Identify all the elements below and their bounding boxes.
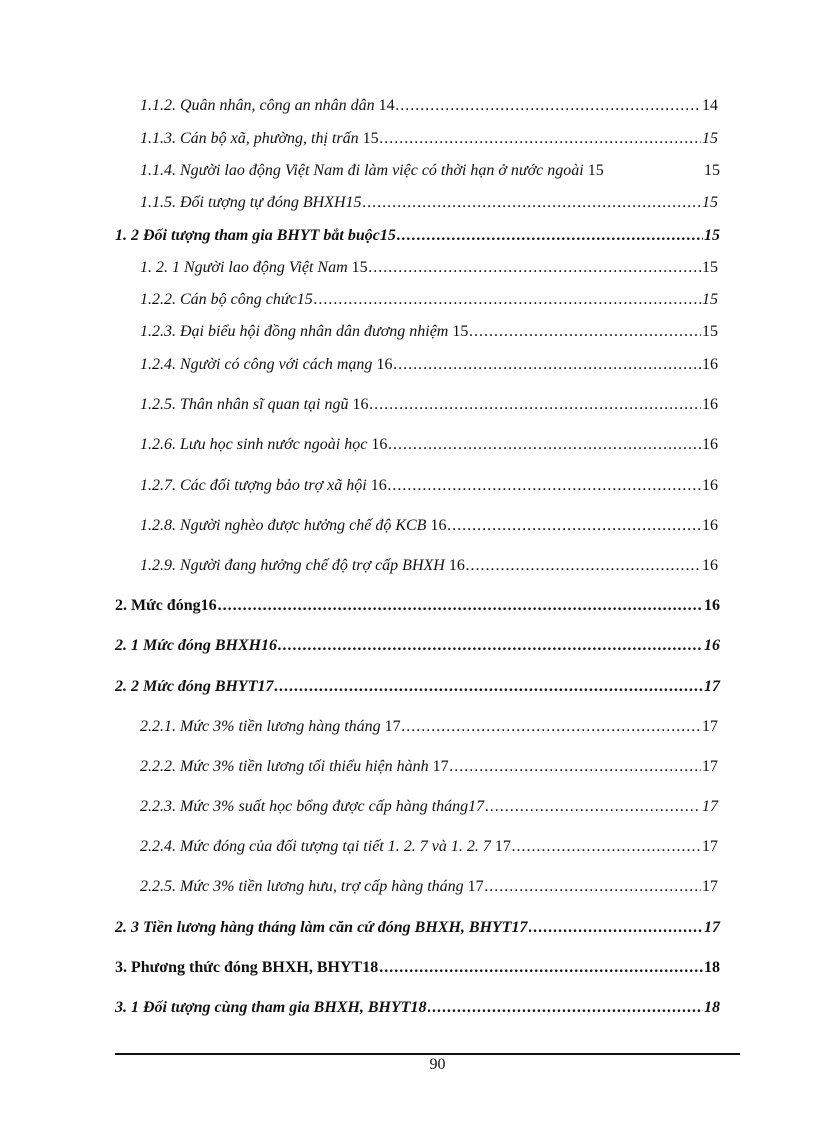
page-ref: 16 bbox=[702, 356, 718, 373]
toc-entry[interactable]: 3. 1 Đối tượng cùng tham gia BHXH, BHYT18 ..... 18 bbox=[115, 997, 720, 1019]
leader-dots bbox=[314, 289, 701, 311]
toc-entry[interactable]: 1.2.7. Các đối tượng bảo trợ xã hội 16 ..... 16 bbox=[140, 475, 718, 497]
toc-entry[interactable]: 1.2.4. Người có công với cách mạng 16 ..... 16 bbox=[140, 354, 718, 376]
toc-entry[interactable]: 1.1.5. Đối tượng tự đóng BHXH15 ..... 15 bbox=[140, 192, 718, 214]
page-ref: 15 bbox=[702, 259, 718, 276]
toc-entry[interactable]: 1. 2. 1 Người lao động Việt Nam 15 ..... 15 bbox=[140, 257, 718, 279]
toc-entry[interactable]: 1.2.5. Thân nhân sĩ quan tại ngũ 16 ..... 16 bbox=[140, 394, 718, 416]
page-ref: 17 bbox=[702, 758, 718, 775]
page-ref: 14 bbox=[702, 97, 718, 114]
leader-dots bbox=[380, 128, 701, 150]
toc-entry[interactable]: 3. Phương thức đóng BHXH, BHYT18 ..... 18 bbox=[115, 957, 720, 979]
page-ref: 16 bbox=[702, 557, 718, 574]
page-ref: 17 bbox=[702, 718, 718, 735]
leader-dots bbox=[447, 515, 701, 537]
leader-dots bbox=[388, 475, 701, 497]
toc-entry[interactable]: 2.2.5. Mức 3% tiền lương hưu, trợ cấp hàng tháng 17 ..... 17 bbox=[140, 876, 718, 898]
leader-dots bbox=[396, 95, 701, 117]
toc-entry[interactable]: 1.1.4. Người lao động Việt Nam đi làm việc có thời hạn ở nước ngoài 15 15 bbox=[140, 160, 720, 182]
leader-dots bbox=[393, 354, 701, 376]
page-ref: 15 bbox=[704, 227, 720, 244]
leader-dots bbox=[397, 225, 703, 247]
toc-entry[interactable]: 2. Mức đóng16 ..... 16 bbox=[115, 595, 720, 617]
leader-dots bbox=[218, 595, 703, 617]
page-ref: 15 bbox=[702, 291, 718, 308]
leader-dots bbox=[379, 957, 703, 979]
toc-entry[interactable]: 1. 2 Đối tượng tham gia BHYT bắt buộc15 ..... 15 bbox=[115, 225, 720, 247]
page-ref: 18 bbox=[704, 959, 720, 976]
page-ref: 15 bbox=[702, 130, 718, 147]
leader-dots bbox=[469, 321, 701, 343]
page-ref: 17 bbox=[704, 678, 720, 695]
leader-dots bbox=[485, 876, 701, 898]
page-ref: 15 bbox=[702, 194, 718, 211]
leader-dots bbox=[369, 394, 701, 416]
footer-rule bbox=[115, 1053, 740, 1055]
page-ref: 17 bbox=[702, 838, 718, 855]
page-ref: 15 bbox=[704, 162, 720, 179]
toc-entry[interactable]: 1.1.3. Cán bộ xã, phường, thị trấn 15 ..... 15 bbox=[140, 128, 718, 150]
leader-dots bbox=[402, 716, 701, 738]
leader-dots bbox=[529, 917, 703, 939]
page-ref: 16 bbox=[702, 396, 718, 413]
toc-entry[interactable]: 1.2.2. Cán bộ công chức15 ..... 15 bbox=[140, 289, 718, 311]
page-ref: 17 bbox=[702, 798, 718, 815]
toc-entry[interactable]: 2. 1 Mức đóng BHXH16 ..... 16 bbox=[115, 635, 720, 657]
page-ref: 17 bbox=[704, 919, 720, 936]
page-ref: 18 bbox=[704, 999, 720, 1016]
leader-dots bbox=[512, 836, 701, 858]
page-ref: 16 bbox=[702, 436, 718, 453]
page-ref: 15 bbox=[702, 323, 718, 340]
toc-entry[interactable]: 2.2.3. Mức 3% suất học bổng được cấp hàng tháng17 ..... 17 bbox=[140, 796, 718, 818]
page-ref: 16 bbox=[704, 637, 720, 654]
toc-entry[interactable]: 2. 3 Tiền lương hàng tháng làm căn cứ đóng BHXH, BHYT17 ..... 17 bbox=[115, 917, 720, 939]
toc-entry[interactable]: 2.2.2. Mức 3% tiền lương tối thiểu hiện hành 17 ..... 17 bbox=[140, 756, 718, 778]
leader-dots bbox=[278, 635, 703, 657]
toc-entry[interactable]: 1.2.9. Người đang hưởng chế độ trợ cấp BHXH 16 ..... 16 bbox=[140, 555, 718, 577]
page-ref: 16 bbox=[702, 477, 718, 494]
leader-dots bbox=[369, 257, 701, 279]
leader-dots bbox=[466, 555, 701, 577]
page-ref: 16 bbox=[704, 597, 720, 614]
leader-dots bbox=[388, 434, 701, 456]
page-number: 90 bbox=[429, 1056, 446, 1073]
toc-entry[interactable]: 1.2.8. Người nghèo được hưởng chế độ KCB 16 ..... 16 bbox=[140, 515, 718, 537]
toc-entry[interactable]: 1.2.3. Đại biểu hội đồng nhân dân đương nhiệm 15 ..... 15 bbox=[140, 321, 718, 343]
leader-dots bbox=[428, 997, 703, 1019]
leader-dots bbox=[363, 192, 701, 214]
toc-entry[interactable]: 2. 2 Mức đóng BHYT17 ..... 17 bbox=[115, 676, 720, 698]
leader-dots bbox=[450, 756, 701, 778]
toc-entry[interactable]: 2.2.4. Mức đóng của đối tượng tại tiết 1. 2. 7 và 1. 2. 7 17 ..... 17 bbox=[140, 836, 718, 858]
page-ref: 17 bbox=[702, 878, 718, 895]
toc-entry[interactable]: 1.1.2. Quân nhân, công an nhân dân 14 ..... 14 bbox=[140, 95, 718, 117]
toc-entry[interactable]: 2.2.1. Mức 3% tiền lương hàng tháng 17 ..... 17 bbox=[140, 716, 718, 738]
toc-entry[interactable]: 1.2.6. Lưu học sinh nước ngoài học 16 ..... 16 bbox=[140, 434, 718, 456]
leader-dots bbox=[485, 796, 701, 818]
leader-dots bbox=[274, 676, 703, 698]
page-ref: 16 bbox=[702, 517, 718, 534]
